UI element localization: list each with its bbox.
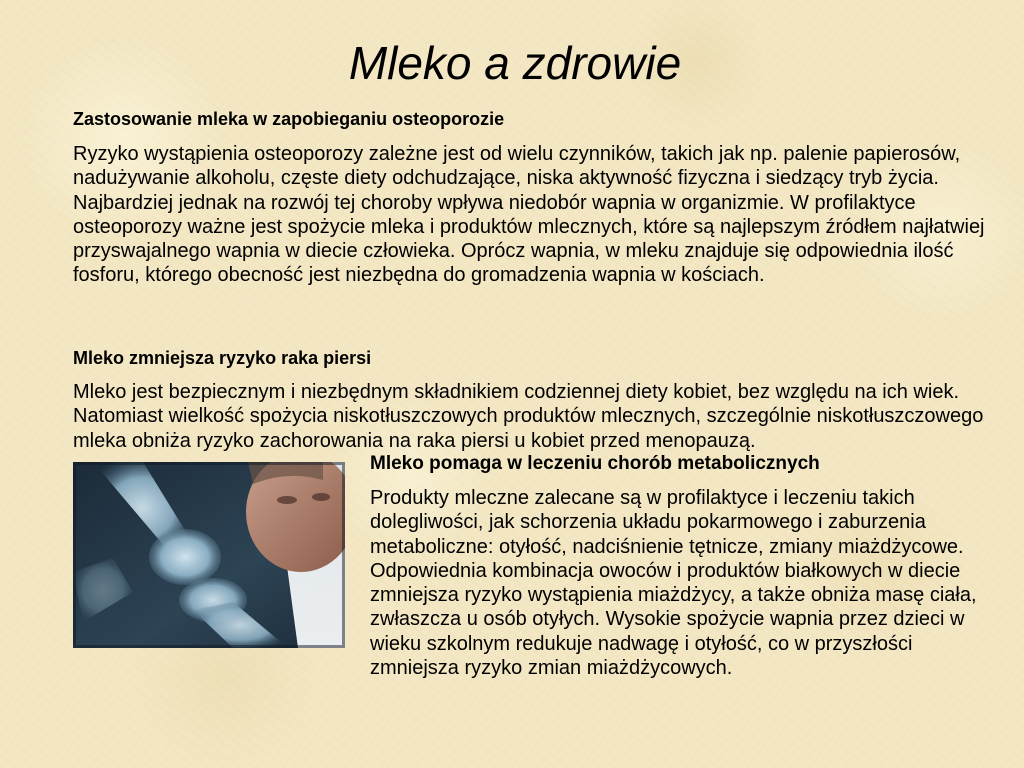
- section-paragraph-metabolic: Produkty mleczne zalecane są w profilaktyce i leczeniu takich dolegliwości, jak schorzenia układu pokarmowego i zaburzenia metaboliczne: otyłość, nadciśnienie tętnicze, zmiany miażdżycowe. Odpowiednia kombinacja owoców i produktów białkowych w diecie zmniejsza ryzyko wystąpienia miażdżycy, a także obniża masę ciała, zwłaszcza u osób otyłych. Wysokie spożycie wapnia przez dzieci w wieku szkolnym redukuje nadwagę i otyłość, co w przyszłości zmniejsza ryzyko zmian miażdżycowych.: [370, 487, 977, 680]
- xray-photo: [73, 462, 345, 648]
- section-heading-osteoporosis: Zastosowanie mleka w zapobieganiu osteoporozie: [73, 109, 505, 129]
- section-paragraph-breast-cancer: Mleko jest bezpiecznym i niezbędnym składnikiem codziennej diety kobiet, bez względu na ich wiek. Natomiast wielkość spożycia niskotłuszczowych produktów mlecznych, szczególnie niskotłuszczowego mleka obniża ryzyko zachorowania na raka piersi u kobiet przed menopauzą.: [73, 381, 984, 452]
- section-heading-breast-cancer: Mleko zmniejsza ryzyko raka piersi: [73, 348, 372, 368]
- section-paragraph-osteoporosis: Ryzyko wystąpienia osteoporozy zależne jest od wielu czynników, takich jak np. palenie papierosów, nadużywanie alkoholu, częste diety odchudzające, niska aktywność fizyczna i siedzący tryb życia. Najbardziej jednak na rozwój tej choroby wpływa niedobór wapnia w organizmie. W profilaktyce osteoporozy ważne jest spożycie mleka i produktów mlecznych, które są najlepszym źródłem najłatwiej przyswajalnego wapnia w diecie człowieka. Oprócz wapnia, w mleku znajduje się odpowiednia ilość fosforu, którego obecność jest niezbędna do gromadzenia wapnia w kościach.: [73, 143, 985, 287]
- section-heading-metabolic: Mleko pomaga w leczeniu chorób metabolicznych: [370, 453, 820, 474]
- slide-title: Mleko a zdrowie: [348, 37, 682, 89]
